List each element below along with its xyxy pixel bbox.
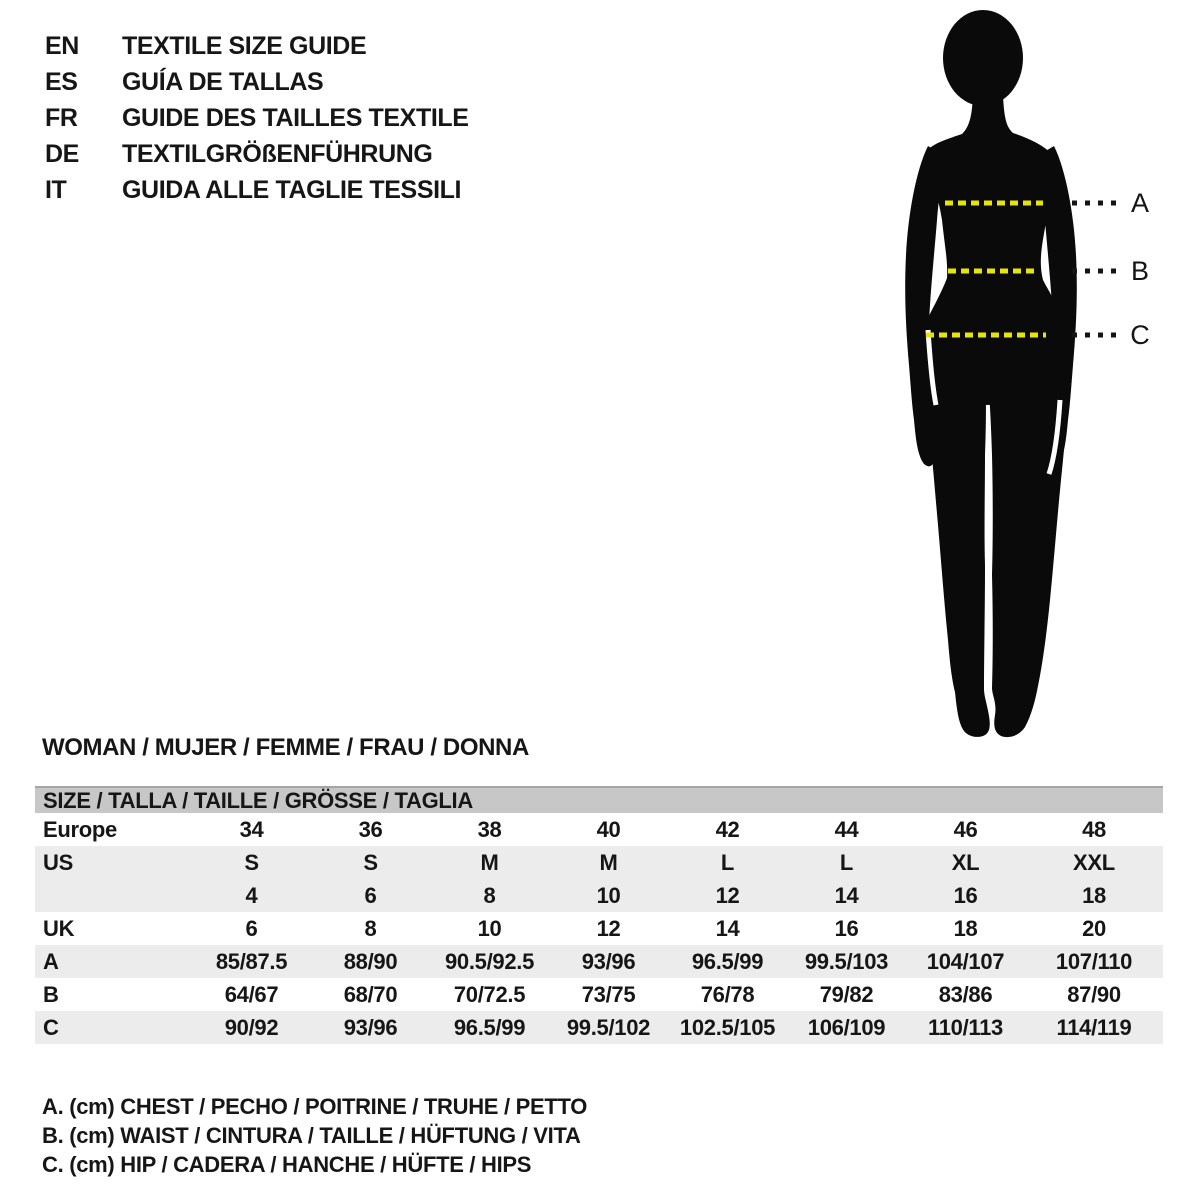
size-cell: 8 — [364, 915, 377, 941]
size-cell: 114/119 — [1056, 1014, 1132, 1040]
size-cell: 87/90 — [1067, 981, 1121, 1007]
size-cell: 8 — [483, 882, 496, 908]
size-cell: 36 — [358, 816, 383, 842]
size-cell: 76/78 — [700, 981, 755, 1007]
size-table — [35, 786, 1163, 1044]
measurement-legend — [42, 1092, 587, 1179]
size-cell: L — [839, 849, 854, 875]
row-label: Europe — [43, 816, 117, 842]
size-cell: 12 — [715, 882, 740, 908]
marker-letter-b: B — [1130, 256, 1150, 286]
legend-line-chest: A. (cm) CHEST / PECHO / POITRINE / TRUHE / PETTO — [42, 1094, 588, 1119]
language-title: GUIDE DES TAILLES TEXTILE — [122, 103, 469, 132]
size-cell: 38 — [477, 816, 502, 842]
table-row-us-letter — [35, 846, 1163, 879]
language-title: TEXTILE SIZE GUIDE — [122, 31, 367, 60]
language-row-de — [45, 136, 469, 172]
language-code: DE — [45, 139, 79, 168]
size-cell: 88/90 — [343, 948, 398, 974]
size-cell: 85/87.5 — [215, 948, 288, 974]
language-title: GUÍA DE TALLAS — [122, 67, 324, 96]
size-cell: 104/107 — [926, 948, 1005, 974]
size-cell: 64/67 — [224, 981, 279, 1007]
size-cell: XL — [951, 849, 980, 875]
size-cell: 14 — [834, 882, 859, 908]
size-cell: 99.5/103 — [804, 948, 889, 974]
table-row-us-numeric — [35, 879, 1163, 912]
language-row-en — [45, 28, 469, 64]
size-cell: 6 — [364, 882, 377, 908]
size-cell: 40 — [596, 816, 621, 842]
size-cell: 16 — [953, 882, 978, 908]
language-code: ES — [45, 67, 78, 96]
size-cell: 34 — [239, 816, 264, 842]
size-cell: 83/86 — [938, 981, 993, 1007]
size-cell: 73/75 — [581, 981, 636, 1007]
size-cell: 70/72.5 — [453, 981, 526, 1007]
row-label: A — [43, 948, 59, 974]
table-row-europe — [35, 813, 1163, 846]
size-cell: 10 — [477, 915, 502, 941]
row-label: UK — [43, 915, 75, 941]
size-cell: L — [720, 849, 735, 875]
row-label: B — [43, 981, 59, 1007]
size-cell: 79/82 — [819, 981, 874, 1007]
row-label: US — [43, 849, 73, 875]
marker-letter-c: C — [1130, 320, 1150, 350]
woman-silhouette — [870, 0, 1200, 740]
size-cell: 18 — [953, 915, 978, 941]
size-cell: 93/96 — [581, 948, 636, 974]
size-cell: 90.5/92.5 — [444, 948, 535, 974]
size-cell: 16 — [834, 915, 859, 941]
legend-line-waist: B. (cm) WAIST / CINTURA / TAILLE / HÜFTUNG / VITA — [42, 1123, 581, 1148]
size-cell: 68/70 — [343, 981, 398, 1007]
size-cell: S — [363, 849, 378, 875]
size-cell: 12 — [596, 915, 621, 941]
language-row-it — [45, 172, 469, 208]
size-cell: 42 — [715, 816, 740, 842]
size-cell: 4 — [245, 882, 258, 908]
table-row-uk — [35, 912, 1163, 945]
size-cell: 6 — [245, 915, 258, 941]
language-row-fr — [45, 100, 469, 136]
size-cell: 48 — [1082, 816, 1106, 842]
marker-letter-a: A — [1130, 188, 1150, 218]
language-guide-list — [45, 28, 469, 208]
size-cell: 102.5/105 — [679, 1014, 776, 1040]
legend-line-hip: C. (cm) HIP / CADERA / HANCHE / HÜFTE / HIPS — [42, 1152, 532, 1177]
language-row-es — [45, 64, 469, 100]
language-code: IT — [45, 175, 67, 204]
silhouette-left-leg — [925, 388, 990, 737]
language-title: TEXTILGRÖßENFÜHRUNG — [122, 139, 433, 168]
table-row-waist-b — [35, 978, 1163, 1011]
size-cell: S — [244, 849, 259, 875]
woman-silhouette-figure — [870, 0, 1200, 740]
size-cell: 90/92 — [224, 1014, 279, 1040]
size-cell: 110/113 — [928, 1014, 1003, 1040]
language-code: EN — [45, 31, 79, 60]
size-cell: 96.5/99 — [453, 1014, 526, 1040]
size-cell: 96.5/99 — [691, 948, 764, 974]
size-cell: 20 — [1082, 915, 1106, 941]
size-cell: M — [480, 849, 499, 875]
size-cell: 46 — [953, 816, 978, 842]
size-cell: 14 — [715, 915, 740, 941]
size-cell: 106/109 — [807, 1014, 886, 1040]
table-row-hip-c — [35, 1011, 1163, 1044]
size-cell: 93/96 — [343, 1014, 398, 1040]
size-cell: 18 — [1082, 882, 1106, 908]
silhouette-head — [943, 10, 1023, 106]
section-title: WOMAN / MUJER / FEMME / FRAU / DONNA — [42, 734, 529, 761]
size-cell: 99.5/102 — [566, 1014, 651, 1040]
size-cell: XXL — [1073, 849, 1115, 875]
size-cell: 10 — [596, 882, 621, 908]
size-table-header: SIZE / TALLA / TAILLE / GRÖSSE / TAGLIA — [35, 786, 1163, 813]
size-cell: 44 — [834, 816, 859, 842]
table-row-chest-a — [35, 945, 1163, 978]
size-cell: 107/110 — [1055, 948, 1133, 974]
row-label: C — [43, 1014, 59, 1040]
size-cell: M — [599, 849, 618, 875]
language-code: FR — [45, 103, 78, 132]
language-title: GUIDA ALLE TAGLIE TESSILI — [122, 175, 462, 204]
